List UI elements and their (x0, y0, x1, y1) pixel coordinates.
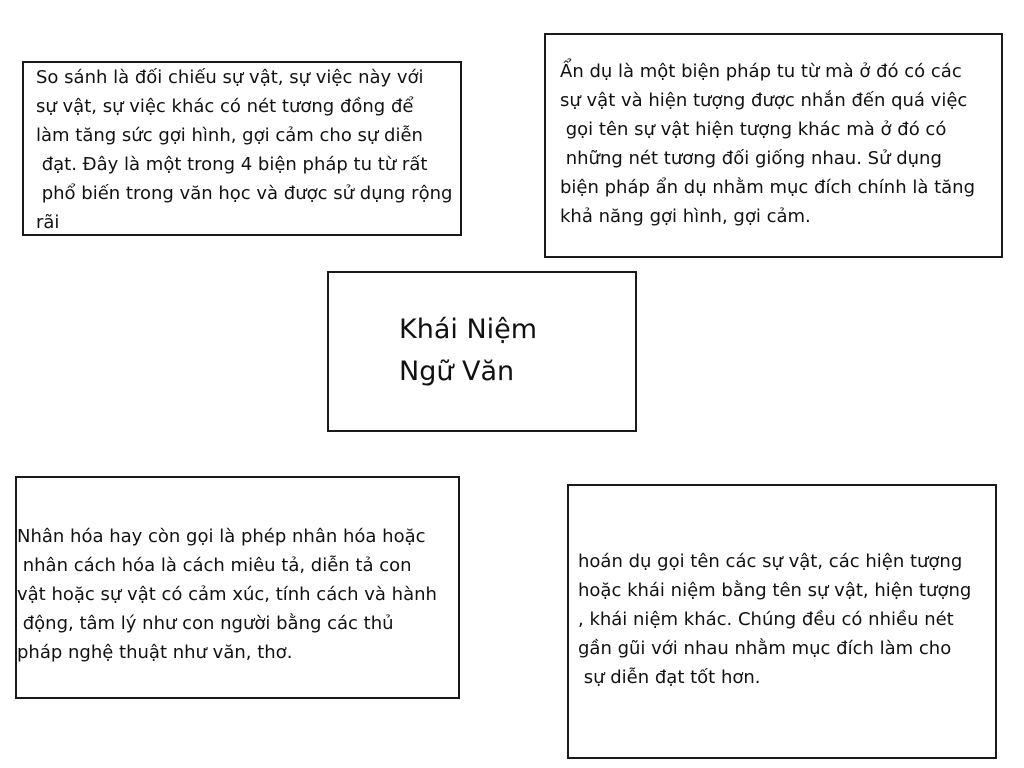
concept-text-nhan-hoa: Nhân hóa hay còn gọi là phép nhân hóa hoặc nhân cách hóa là cách miêu tả, diễn tả con vật hoặc sự vật có cảm xúc, tính cách và hành động, tâm lý như con người bằng các thủ pháp nghệ thuật như văn, thơ. (17, 526, 437, 663)
concept-text-hoan-du: hoán dụ gọi tên các sự vật, các hiện tượng hoặc khái niệm bằng tên sự vật, hiện tượng , khái niệm khác. Chúng đều có nhiều nét gần gũi với nhau nhằm mục đích làm cho sự diễn đạt tốt hơn. (578, 551, 972, 688)
concept-box-so-sanh (22, 61, 462, 236)
concept-box-an-du (544, 33, 1003, 258)
central-topic-title: Khái Niệm Ngữ Văn (399, 314, 538, 387)
concept-text-so-sanh: So sánh là đối chiếu sự vật, sự việc này với sự vật, sự việc khác có nét tương đồng để làm tăng sức gợi hình, gợi cảm cho sự diễn đạt. Đây là một trong 4 biện pháp tu từ rất phổ biến trong văn học và được sử dụng rộng rãi (36, 67, 453, 233)
central-topic-box (327, 271, 637, 432)
concept-box-nhan-hoa (15, 476, 460, 699)
concept-text-an-du: Ẩn dụ là một biện pháp tu từ mà ở đó có các sự vật và hiện tượng được nhắn đến quá việc gọi tên sự vật hiện tượng khác mà ở đó có những nét tương đối giống nhau. Sử dụng biện pháp ẩn dụ nhằm mục đích chính là tăng khả năng gợi hình, gợi cảm. (560, 61, 975, 227)
concept-box-hoan-du (567, 484, 997, 759)
